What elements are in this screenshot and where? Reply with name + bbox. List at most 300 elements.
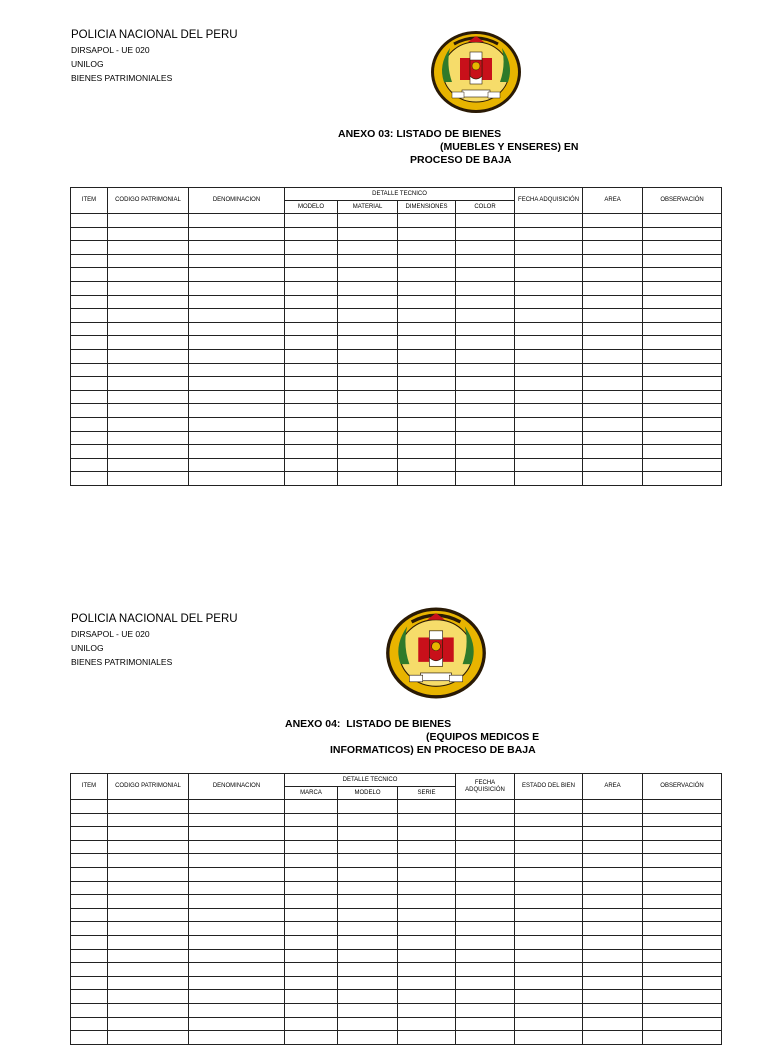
table-cell[interactable] [189,349,285,363]
table-cell[interactable] [108,377,189,391]
table-cell[interactable] [456,241,515,255]
table-cell[interactable] [583,214,643,228]
table-cell[interactable] [456,295,515,309]
table-cell[interactable] [398,854,456,868]
table-cell[interactable] [189,827,285,841]
table-cell[interactable] [338,309,398,323]
table-cell[interactable] [189,963,285,977]
table-cell[interactable] [338,949,398,963]
table-cell[interactable] [456,445,515,459]
table-cell[interactable] [189,854,285,868]
table-cell[interactable] [398,295,456,309]
table-cell[interactable] [285,1003,338,1017]
table-cell[interactable] [583,867,643,881]
table-cell[interactable] [515,854,583,868]
table-cell[interactable] [583,854,643,868]
table-cell[interactable] [583,377,643,391]
table-cell[interactable] [338,254,398,268]
table-cell[interactable] [338,268,398,282]
table-cell[interactable] [456,309,515,323]
table-cell[interactable] [515,295,583,309]
table-cell[interactable] [189,976,285,990]
table-cell[interactable] [398,268,456,282]
table-cell[interactable] [285,800,338,814]
table-cell[interactable] [583,281,643,295]
table-cell[interactable] [338,417,398,431]
table-cell[interactable] [285,881,338,895]
table-cell[interactable] [71,854,108,868]
table-cell[interactable] [398,363,456,377]
table-cell[interactable] [398,935,456,949]
table-cell[interactable] [285,840,338,854]
table-cell[interactable] [583,241,643,255]
table-cell[interactable] [398,949,456,963]
table-cell[interactable] [398,908,456,922]
table-cell[interactable] [583,336,643,350]
table-cell[interactable] [285,268,338,282]
table-cell[interactable] [338,431,398,445]
table-cell[interactable] [189,336,285,350]
table-cell[interactable] [515,363,583,377]
table-cell[interactable] [398,1031,456,1045]
table-cell[interactable] [643,349,722,363]
table-cell[interactable] [108,854,189,868]
table-cell[interactable] [189,281,285,295]
table-cell[interactable] [285,908,338,922]
table-cell[interactable] [189,268,285,282]
table-cell[interactable] [71,1031,108,1045]
table-cell[interactable] [515,431,583,445]
table-cell[interactable] [71,949,108,963]
table-cell[interactable] [285,241,338,255]
table-cell[interactable] [108,227,189,241]
table-cell[interactable] [515,1003,583,1017]
table-cell[interactable] [189,214,285,228]
table-cell[interactable] [456,268,515,282]
table-cell[interactable] [285,867,338,881]
table-cell[interactable] [456,1003,515,1017]
table-cell[interactable] [398,322,456,336]
table-cell[interactable] [643,813,722,827]
table-cell[interactable] [643,377,722,391]
table-cell[interactable] [338,854,398,868]
table-cell[interactable] [515,949,583,963]
table-cell[interactable] [285,922,338,936]
table-cell[interactable] [515,963,583,977]
table-cell[interactable] [285,322,338,336]
table-cell[interactable] [583,949,643,963]
table-cell[interactable] [515,417,583,431]
table-cell[interactable] [108,949,189,963]
table-cell[interactable] [285,431,338,445]
table-cell[interactable] [285,377,338,391]
table-cell[interactable] [583,309,643,323]
table-cell[interactable] [456,336,515,350]
table-cell[interactable] [515,472,583,486]
table-cell[interactable] [456,840,515,854]
table-cell[interactable] [338,935,398,949]
table-cell[interactable] [398,840,456,854]
table-cell[interactable] [338,963,398,977]
table-cell[interactable] [71,800,108,814]
table-cell[interactable] [189,377,285,391]
table-cell[interactable] [71,895,108,909]
table-cell[interactable] [338,349,398,363]
table-cell[interactable] [189,241,285,255]
table-cell[interactable] [71,268,108,282]
table-cell[interactable] [338,1031,398,1045]
table-cell[interactable] [108,935,189,949]
table-cell[interactable] [456,800,515,814]
table-cell[interactable] [398,922,456,936]
table-cell[interactable] [398,1003,456,1017]
table-cell[interactable] [456,922,515,936]
table-cell[interactable] [398,227,456,241]
table-cell[interactable] [71,935,108,949]
table-cell[interactable] [108,295,189,309]
table-cell[interactable] [338,908,398,922]
table-cell[interactable] [515,840,583,854]
table-cell[interactable] [338,840,398,854]
table-cell[interactable] [643,309,722,323]
table-cell[interactable] [583,445,643,459]
table-cell[interactable] [398,241,456,255]
table-cell[interactable] [71,363,108,377]
table-cell[interactable] [583,254,643,268]
table-cell[interactable] [515,404,583,418]
table-cell[interactable] [456,935,515,949]
table-cell[interactable] [189,458,285,472]
table-cell[interactable] [583,922,643,936]
table-cell[interactable] [338,990,398,1004]
table-cell[interactable] [71,881,108,895]
table-cell[interactable] [398,445,456,459]
table-cell[interactable] [643,1031,722,1045]
table-cell[interactable] [515,827,583,841]
table-cell[interactable] [338,881,398,895]
table-cell[interactable] [338,336,398,350]
table-cell[interactable] [71,214,108,228]
table-cell[interactable] [398,472,456,486]
table-cell[interactable] [338,922,398,936]
table-cell[interactable] [71,295,108,309]
table-cell[interactable] [285,281,338,295]
table-cell[interactable] [643,241,722,255]
table-cell[interactable] [285,309,338,323]
table-cell[interactable] [643,949,722,963]
table-cell[interactable] [643,867,722,881]
table-cell[interactable] [456,881,515,895]
table-cell[interactable] [456,227,515,241]
table-cell[interactable] [398,417,456,431]
table-cell[interactable] [108,445,189,459]
table-cell[interactable] [71,254,108,268]
table-cell[interactable] [285,949,338,963]
table-cell[interactable] [285,295,338,309]
table-cell[interactable] [338,241,398,255]
table-cell[interactable] [285,445,338,459]
table-cell[interactable] [583,908,643,922]
table-cell[interactable] [398,867,456,881]
table-cell[interactable] [108,214,189,228]
table-cell[interactable] [583,472,643,486]
table-cell[interactable] [108,1031,189,1045]
table-cell[interactable] [71,908,108,922]
table-cell[interactable] [398,895,456,909]
table-cell[interactable] [108,241,189,255]
table-cell[interactable] [398,254,456,268]
table-cell[interactable] [583,404,643,418]
table-cell[interactable] [643,363,722,377]
table-cell[interactable] [71,458,108,472]
table-cell[interactable] [71,827,108,841]
table-cell[interactable] [108,458,189,472]
table-cell[interactable] [515,336,583,350]
table-cell[interactable] [71,281,108,295]
table-cell[interactable] [643,295,722,309]
table-cell[interactable] [338,867,398,881]
table-cell[interactable] [583,813,643,827]
table-cell[interactable] [643,322,722,336]
table-cell[interactable] [515,322,583,336]
table-cell[interactable] [583,417,643,431]
table-cell[interactable] [398,336,456,350]
table-cell[interactable] [108,990,189,1004]
table-cell[interactable] [515,281,583,295]
table-cell[interactable] [643,963,722,977]
table-cell[interactable] [398,458,456,472]
table-cell[interactable] [456,867,515,881]
table-cell[interactable] [583,322,643,336]
table-cell[interactable] [515,254,583,268]
table-cell[interactable] [71,1003,108,1017]
table-cell[interactable] [338,813,398,827]
table-cell[interactable] [643,908,722,922]
table-cell[interactable] [108,840,189,854]
table-cell[interactable] [71,309,108,323]
table-cell[interactable] [189,390,285,404]
table-cell[interactable] [71,349,108,363]
table-cell[interactable] [456,254,515,268]
table-cell[interactable] [338,458,398,472]
table-cell[interactable] [398,813,456,827]
table-cell[interactable] [643,214,722,228]
table-cell[interactable] [515,935,583,949]
table-cell[interactable] [583,1003,643,1017]
table-cell[interactable] [189,895,285,909]
table-cell[interactable] [583,363,643,377]
table-cell[interactable] [71,431,108,445]
table-cell[interactable] [108,404,189,418]
table-cell[interactable] [285,472,338,486]
table-cell[interactable] [583,827,643,841]
table-cell[interactable] [285,976,338,990]
table-cell[interactable] [108,1003,189,1017]
table-cell[interactable] [189,800,285,814]
table-cell[interactable] [515,990,583,1004]
table-cell[interactable] [583,895,643,909]
table-cell[interactable] [398,377,456,391]
table-cell[interactable] [71,813,108,827]
table-cell[interactable] [643,268,722,282]
table-cell[interactable] [108,281,189,295]
table-cell[interactable] [189,840,285,854]
table-cell[interactable] [71,976,108,990]
table-cell[interactable] [515,349,583,363]
table-cell[interactable] [338,281,398,295]
table-cell[interactable] [515,390,583,404]
table-cell[interactable] [189,990,285,1004]
table-cell[interactable] [108,867,189,881]
table-cell[interactable] [515,214,583,228]
table-cell[interactable] [583,295,643,309]
table-cell[interactable] [189,322,285,336]
table-cell[interactable] [583,881,643,895]
table-cell[interactable] [71,922,108,936]
table-cell[interactable] [456,949,515,963]
table-cell[interactable] [71,336,108,350]
table-cell[interactable] [285,963,338,977]
table-cell[interactable] [515,241,583,255]
table-cell[interactable] [108,336,189,350]
table-cell[interactable] [189,1031,285,1045]
table-cell[interactable] [398,976,456,990]
table-cell[interactable] [643,895,722,909]
table-cell[interactable] [515,908,583,922]
table-cell[interactable] [398,800,456,814]
table-cell[interactable] [108,827,189,841]
table-cell[interactable] [189,1003,285,1017]
table-cell[interactable] [338,895,398,909]
table-cell[interactable] [456,458,515,472]
table-cell[interactable] [285,363,338,377]
table-cell[interactable] [108,268,189,282]
table-cell[interactable] [515,895,583,909]
table-cell[interactable] [643,800,722,814]
table-cell[interactable] [583,390,643,404]
table-cell[interactable] [456,214,515,228]
table-cell[interactable] [456,322,515,336]
table-cell[interactable] [71,867,108,881]
table-cell[interactable] [643,1003,722,1017]
table-cell[interactable] [398,431,456,445]
table-cell[interactable] [398,827,456,841]
table-cell[interactable] [643,976,722,990]
table-cell[interactable] [643,854,722,868]
table-cell[interactable] [108,322,189,336]
table-cell[interactable] [71,390,108,404]
table-cell[interactable] [456,895,515,909]
table-cell[interactable] [643,990,722,1004]
table-cell[interactable] [338,827,398,841]
table-cell[interactable] [515,458,583,472]
table-cell[interactable] [643,472,722,486]
table-cell[interactable] [456,363,515,377]
table-cell[interactable] [285,854,338,868]
table-cell[interactable] [71,404,108,418]
table-cell[interactable] [398,990,456,1004]
table-cell[interactable] [108,349,189,363]
table-cell[interactable] [456,976,515,990]
table-cell[interactable] [456,854,515,868]
table-cell[interactable] [456,281,515,295]
table-cell[interactable] [456,813,515,827]
table-cell[interactable] [285,227,338,241]
table-cell[interactable] [108,472,189,486]
table-cell[interactable] [338,390,398,404]
table-cell[interactable] [583,1031,643,1045]
table-cell[interactable] [108,895,189,909]
table-cell[interactable] [338,295,398,309]
table-cell[interactable] [189,922,285,936]
table-cell[interactable] [643,417,722,431]
table-cell[interactable] [285,935,338,949]
table-cell[interactable] [583,840,643,854]
table-cell[interactable] [338,404,398,418]
table-cell[interactable] [338,800,398,814]
table-cell[interactable] [515,268,583,282]
table-cell[interactable] [456,390,515,404]
table-cell[interactable] [71,377,108,391]
table-cell[interactable] [643,827,722,841]
table-cell[interactable] [456,472,515,486]
table-cell[interactable] [583,268,643,282]
table-cell[interactable] [108,390,189,404]
table-cell[interactable] [456,963,515,977]
table-cell[interactable] [398,309,456,323]
table-cell[interactable] [338,976,398,990]
table-cell[interactable] [108,431,189,445]
table-cell[interactable] [583,349,643,363]
table-cell[interactable] [108,813,189,827]
table-cell[interactable] [71,241,108,255]
table-cell[interactable] [71,322,108,336]
table-cell[interactable] [338,1003,398,1017]
table-cell[interactable] [456,908,515,922]
table-cell[interactable] [398,963,456,977]
table-cell[interactable] [456,990,515,1004]
table-cell[interactable] [108,800,189,814]
table-cell[interactable] [71,963,108,977]
table-cell[interactable] [108,363,189,377]
table-cell[interactable] [456,431,515,445]
table-cell[interactable] [583,976,643,990]
table-cell[interactable] [515,309,583,323]
table-cell[interactable] [338,472,398,486]
table-cell[interactable] [71,990,108,1004]
table-cell[interactable] [515,377,583,391]
table-cell[interactable] [643,935,722,949]
table-cell[interactable] [643,445,722,459]
table-cell[interactable] [71,472,108,486]
table-cell[interactable] [285,417,338,431]
table-cell[interactable] [643,840,722,854]
table-cell[interactable] [456,1031,515,1045]
table-cell[interactable] [583,431,643,445]
table-cell[interactable] [189,254,285,268]
table-cell[interactable] [189,908,285,922]
table-cell[interactable] [456,377,515,391]
table-cell[interactable] [643,390,722,404]
table-cell[interactable] [398,404,456,418]
table-cell[interactable] [189,867,285,881]
table-cell[interactable] [189,309,285,323]
table-cell[interactable] [456,349,515,363]
table-cell[interactable] [338,363,398,377]
table-cell[interactable] [583,800,643,814]
table-cell[interactable] [456,417,515,431]
table-cell[interactable] [583,990,643,1004]
